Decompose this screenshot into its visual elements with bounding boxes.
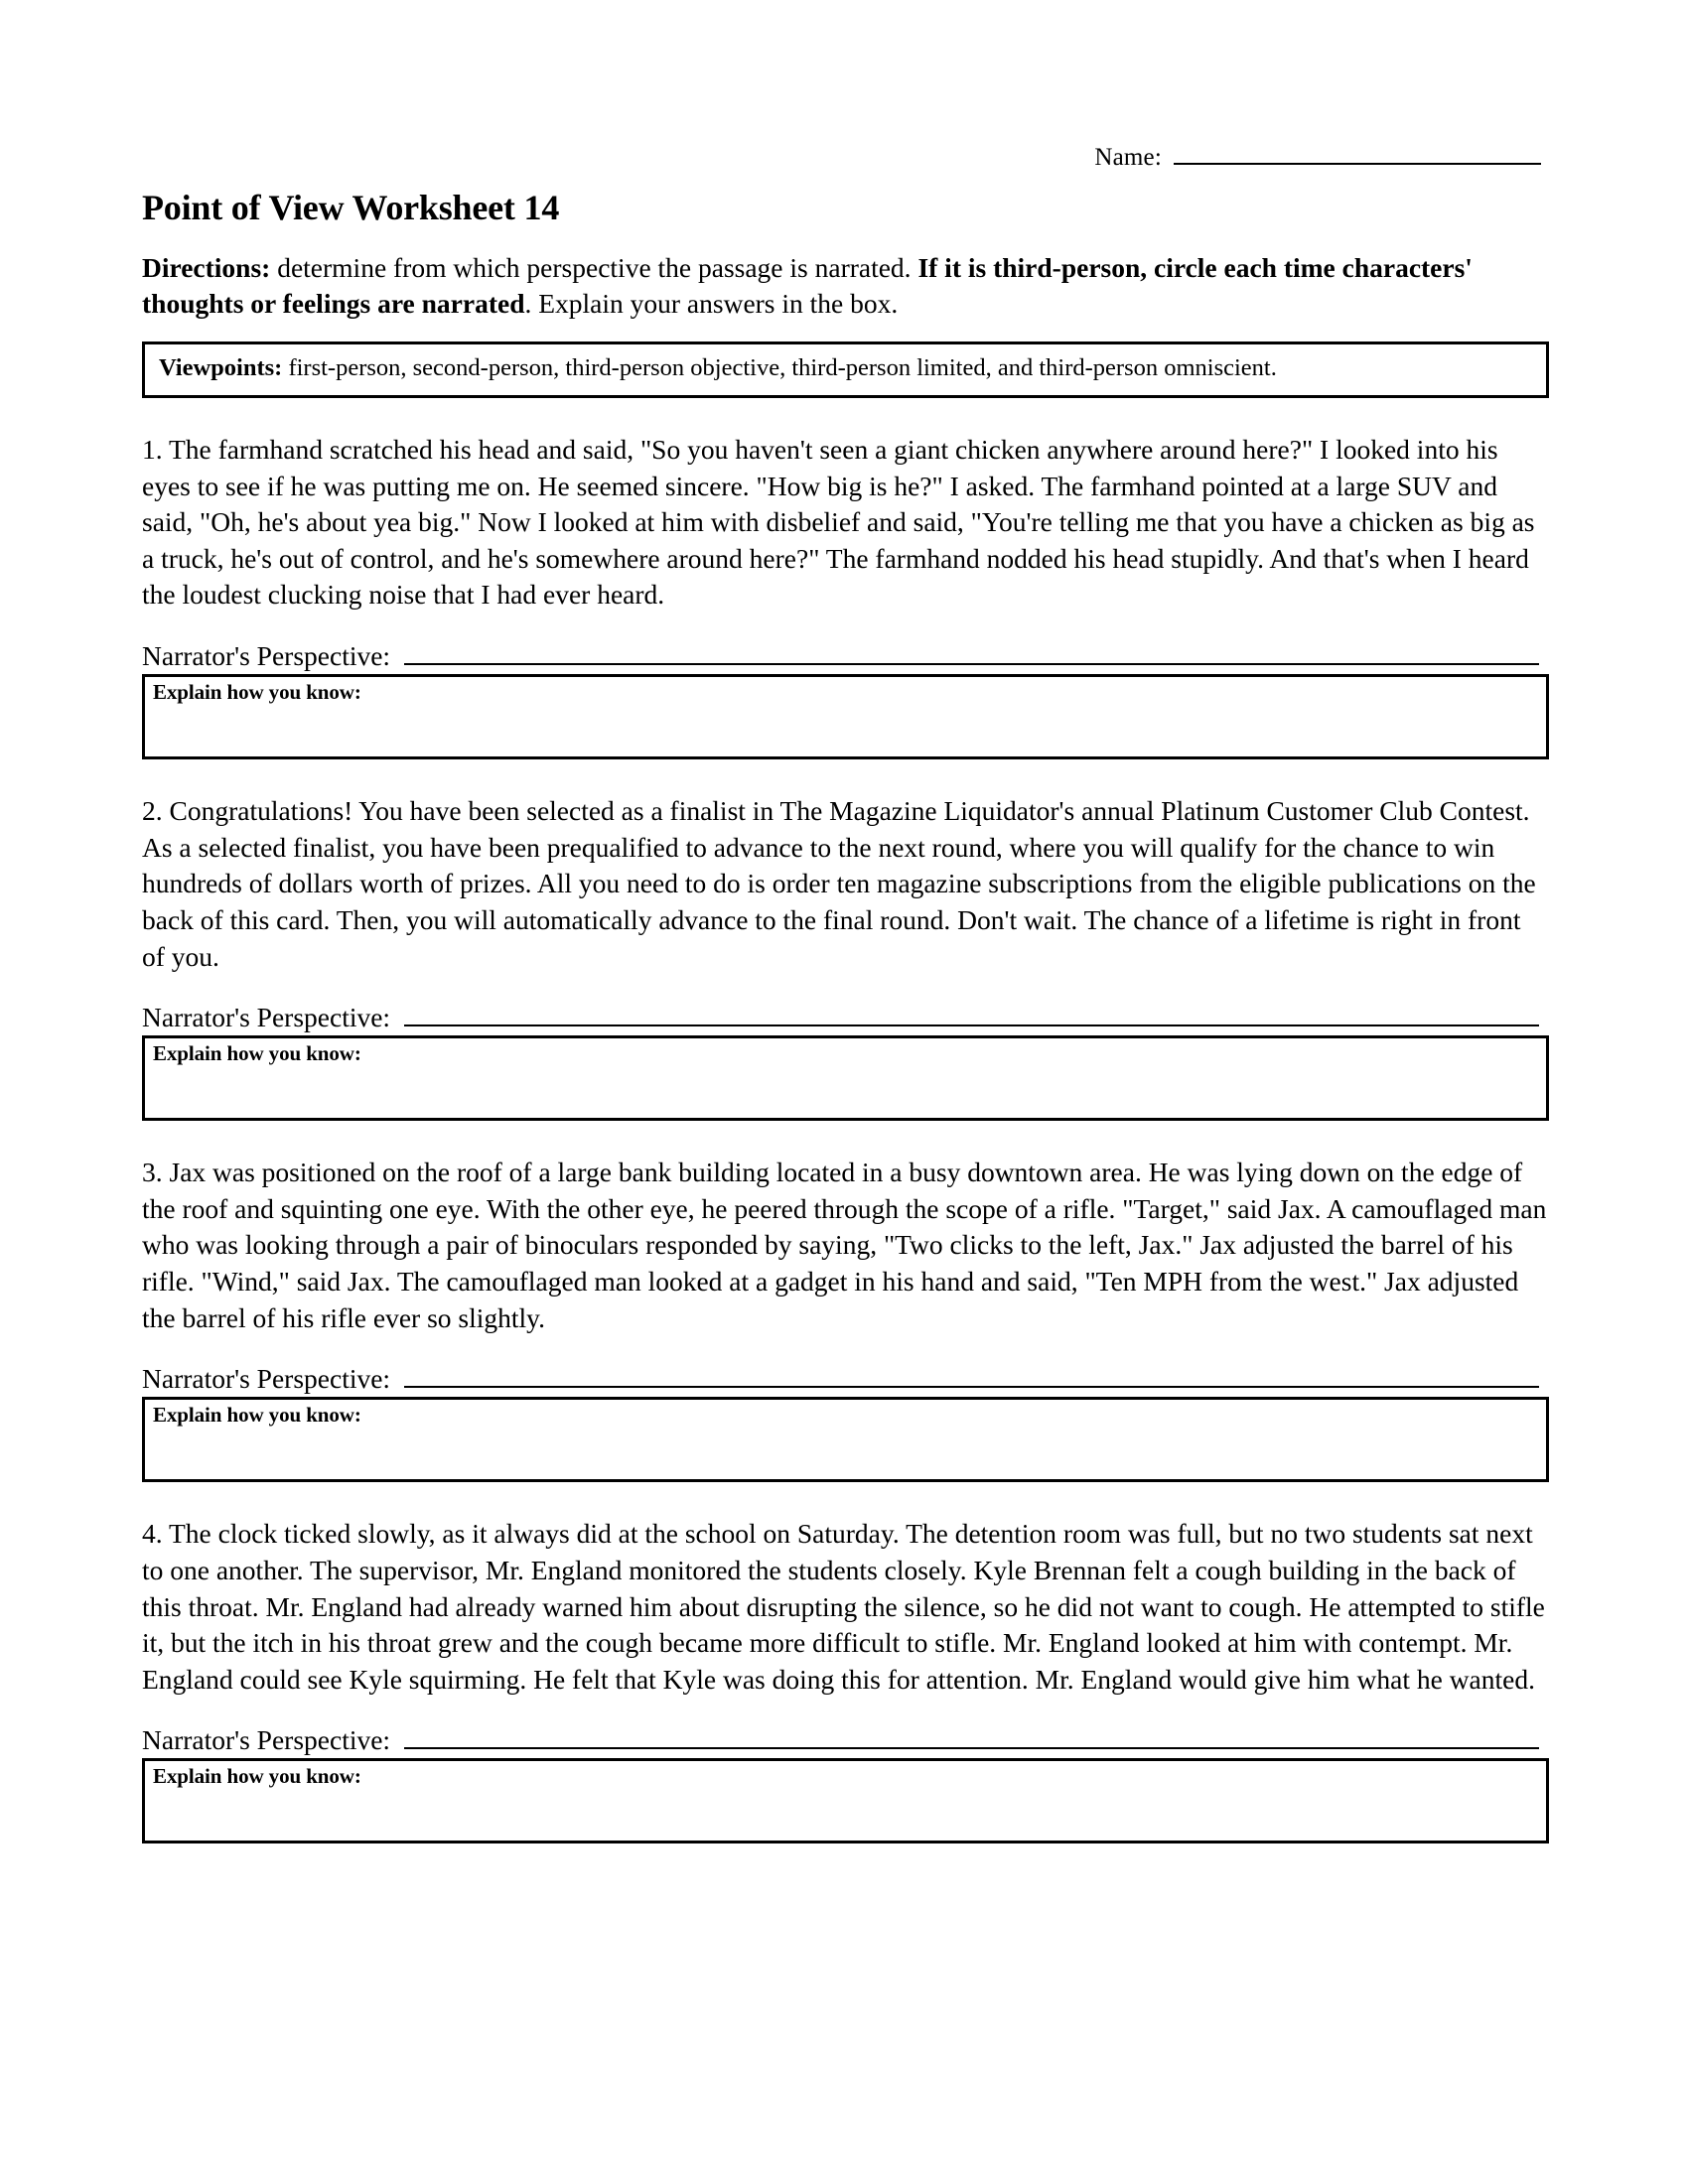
viewpoints-lead: Viewpoints: (159, 354, 283, 382)
perspective-row-4 (142, 1725, 1549, 1755)
viewpoints-box (142, 341, 1549, 398)
perspective-row-1 (142, 641, 1549, 671)
perspective-label-4: Narrator's Perspective: (142, 1724, 391, 1756)
worksheet-content (142, 0, 1549, 1843)
viewpoints-list: first-person, second-person, third-person objective, third-person limited, and third-person omniscient. (282, 354, 1277, 382)
passage-text-2: 2. Congratulations! You have been selected as a finalist in The Magazine Liquidator's annual Platinum Customer Club Contest. As a selected finalist, you have been prequalified to advance to the next round, where you will qualify for the chance to win hundreds of dollars worth of prizes. All you need to do is order ten magazine subscriptions from the eligible publications on the back of this card. Then, you will automatically advance to the final round. Don't wait. The chance of a lifetime is right in front of you. (142, 795, 1536, 972)
name-field-row (142, 0, 1549, 170)
directions-text-part1: determine from which perspective the passage is narrated. (270, 251, 918, 283)
explain-label-2: Explain how you know: (153, 1041, 361, 1066)
perspective-label-3: Narrator's Perspective: (142, 1363, 391, 1395)
perspective-row-3 (142, 1364, 1549, 1394)
explain-box-3[interactable] (142, 1397, 1549, 1482)
directions-lead: Directions: (142, 251, 271, 283)
perspective-label-2: Narrator's Perspective: (142, 1002, 391, 1033)
directions-text-part2: . Explain your answers in the box. (524, 287, 899, 319)
question-item-2 (142, 793, 1549, 1121)
explain-label-3: Explain how you know: (153, 1403, 361, 1428)
directions-paragraph (142, 250, 1549, 322)
passage-text-1: 1. The farmhand scratched his head and said, "So you haven't seen a giant chicken anywhere around here?" I looked into his eyes to see if he was putting me on. He seemed sincere. "How big is he?" I asked. The farmhand pointed at a large SUV and said, "Oh, he's about yea big." Now I looked at him with disbelief and said, "You're telling me that you have a chicken as big as a truck, he's out of control, and he's somewhere around here?" The farmhand nodded his head stupidly. And that's when I heard the loudest clucking noise that I had ever heard. (142, 434, 1535, 611)
viewpoints-text (159, 355, 1532, 382)
explain-box-2[interactable] (142, 1035, 1549, 1121)
explain-label-1: Explain how you know: (153, 680, 361, 705)
page-title: Point of View Worksheet 14 (142, 188, 560, 227)
name-input-rule[interactable] (1174, 141, 1541, 165)
perspective-answer-rule-1[interactable] (404, 643, 1539, 665)
explain-box-1[interactable] (142, 674, 1549, 759)
perspective-answer-rule-2[interactable] (404, 1005, 1539, 1026)
name-label: Name: (1094, 144, 1162, 171)
passage-text-3: 3. Jax was positioned on the roof of a large bank building located in a busy downtown area. He was lying down on the edge of the roof and squinting one eye. With the other eye, he peered through the scope of a rifle. "Target," said Jax. A camouflaged man who was looking through a pair of binoculars responded by saying, "Two clicks to the left, Jax." Jax adjusted the barrel of his rifle. "Wind," said Jax. The camouflaged man looked at a gadget in his hand and said, "Ten MPH from the west." Jax adjusted the barrel of his rifle ever so slightly. (142, 1157, 1547, 1333)
perspective-answer-rule-3[interactable] (404, 1366, 1539, 1388)
passage-text-4: 4. The clock ticked slowly, as it always did at the school on Saturday. The detention room was full, but no two students sat next to one another. The supervisor, Mr. England monitored the students closely. Kyle Brennan felt a cough building in the back of this throat. Mr. England had already warned him about disrupting the silence, so he did not want to cough. He attempted to stifle it, but the itch in his throat grew and the cough became more difficult to stifle. Mr. England looked at him with contempt. Mr. England could see Kyle squirming. He felt that Kyle was doing this for attention. Mr. England would give him what he wanted. (142, 1518, 1545, 1695)
question-item-3 (142, 1155, 1549, 1482)
explain-box-4[interactable] (142, 1758, 1549, 1843)
question-item-4 (142, 1516, 1549, 1843)
perspective-row-2 (142, 1003, 1549, 1032)
explain-label-4: Explain how you know: (153, 1764, 361, 1789)
perspective-label-1: Narrator's Perspective: (142, 640, 391, 672)
directions-emphasis: If it is third-person, circle each time characters' thoughts or feelings are narrated (142, 251, 1473, 319)
perspective-answer-rule-4[interactable] (404, 1727, 1539, 1749)
question-item-1 (142, 432, 1549, 759)
